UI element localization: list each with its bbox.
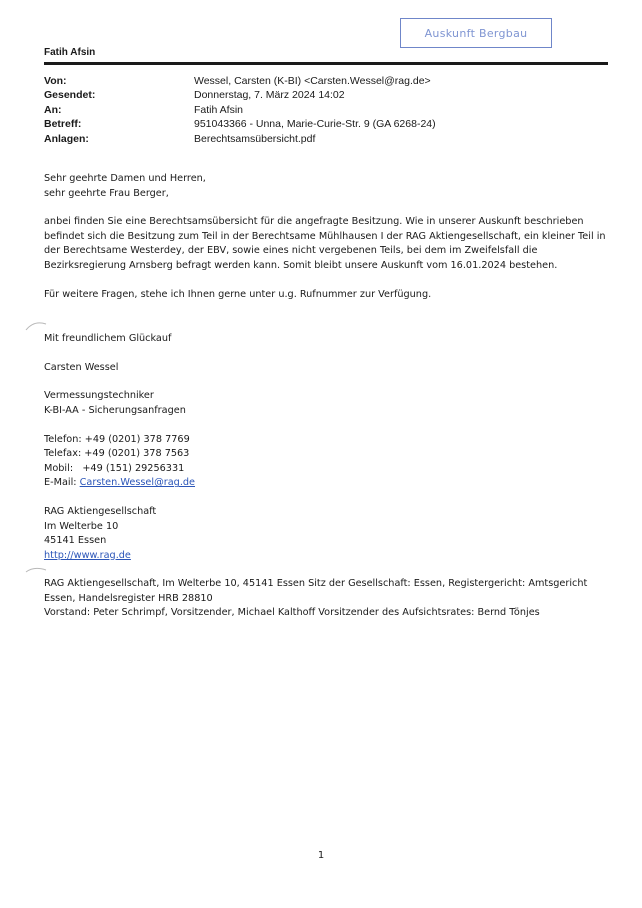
header-row-from bbox=[44, 74, 436, 88]
greeting-line: Sehr geehrte Damen und Herren, bbox=[44, 173, 206, 184]
signature-mobile: Mobil: +49 (151) 29256331 bbox=[44, 462, 185, 474]
greeting-line: sehr geehrte Frau Berger, bbox=[44, 187, 169, 199]
footer-legal-line: Essen, Handelsregister HRB 28810 bbox=[44, 592, 213, 604]
stamp-text: Auskunft Bergbau bbox=[424, 26, 528, 40]
header-value-subject: 951043366 - Unna, Marie-Curie-Str. 9 (GA 6268-24) bbox=[194, 118, 436, 131]
footer-legal-line: Vorstand: Peter Schrimpf, Vorsitzender, Michael Kalthoff Vorsitzender des Aufsichtsrates: Bernd Tönjes bbox=[44, 607, 540, 619]
signature-fax: Telefax: +49 (0201) 378 7563 bbox=[44, 448, 190, 460]
website-link[interactable]: http://www.rag.de bbox=[44, 549, 131, 561]
header-row-sent bbox=[44, 88, 436, 102]
header-value-to: Fatih Afsin bbox=[194, 103, 244, 116]
scan-artifact-mark bbox=[24, 562, 48, 576]
header-label: Anlagen: bbox=[44, 132, 89, 145]
signature-city: 45141 Essen bbox=[44, 535, 107, 547]
header-row-to bbox=[44, 103, 436, 117]
header-value-from: Wessel, Carsten (K-BI) <Carsten.Wessel@rag.de> bbox=[194, 75, 431, 87]
signature-closing: Mit freundlichem Glückauf bbox=[44, 333, 172, 345]
header-value-sent: Donnerstag, 7. März 2024 14:02 bbox=[194, 89, 345, 102]
footer-legal-line: RAG Aktiengesellschaft, Im Welterbe 10, 45141 Essen Sitz der Gesellschaft: Essen, Registergericht: Amtsgericht bbox=[44, 578, 588, 590]
signature-email-line bbox=[44, 476, 614, 491]
auskunft-bergbau-stamp bbox=[400, 18, 552, 48]
email-label: E-Mail: bbox=[44, 477, 80, 489]
header-row-attachments bbox=[44, 132, 436, 146]
signature-title: Vermessungstechniker bbox=[44, 390, 154, 402]
email-link[interactable]: Carsten.Wessel@rag.de bbox=[79, 477, 196, 489]
signature-name: Carsten Wessel bbox=[44, 361, 119, 373]
body-paragraph-line: Bezirksregierung Arnsberg befragt werden kann. Somit bleibt unsere Auskunft vom 16.01.2024 bestehen. bbox=[44, 259, 558, 271]
header-label: An: bbox=[44, 103, 62, 116]
page-number: 1 bbox=[317, 850, 325, 861]
signature-phone: Telefon: +49 (0201) 378 7769 bbox=[44, 433, 190, 445]
body-paragraph-line: befindet sich die Besitzung zum Teil in der Berechtsame Mühlhausen I der RAG Aktiengesellschaft, ein kleiner Teil in bbox=[44, 230, 606, 242]
document-owner-name: Fatih Afsin bbox=[44, 47, 96, 58]
header-rule bbox=[44, 62, 608, 65]
body-paragraph: Für weitere Fragen, stehe ich Ihnen gerne unter u.g. Rufnummer zur Verfügung. bbox=[44, 288, 432, 300]
scan-artifact-mark bbox=[24, 318, 48, 332]
body-paragraph-line: der Berechtsame Westerdey, der EBV, sowie eines nicht vergebenen Teils, bei dem im Zweifelsfall die bbox=[44, 245, 538, 257]
email-headers bbox=[44, 74, 436, 146]
header-row-subject bbox=[44, 117, 436, 131]
header-value-attachments: Berechtsamsübersicht.pdf bbox=[194, 132, 316, 145]
signature-company: RAG Aktiengesellschaft bbox=[44, 505, 157, 517]
header-label: Betreff: bbox=[44, 118, 82, 131]
signature-street: Im Welterbe 10 bbox=[44, 520, 119, 532]
body-paragraph-line: anbei finden Sie eine Berechtsamsübersicht für die angefragte Besitzung. Wie in unserer Auskunft beschrieben bbox=[44, 216, 584, 228]
header-label: Von: bbox=[44, 75, 67, 87]
signature-department: K-BI-AA - Sicherungsanfragen bbox=[44, 404, 186, 416]
header-label: Gesendet: bbox=[44, 89, 96, 102]
email-body bbox=[44, 172, 614, 621]
